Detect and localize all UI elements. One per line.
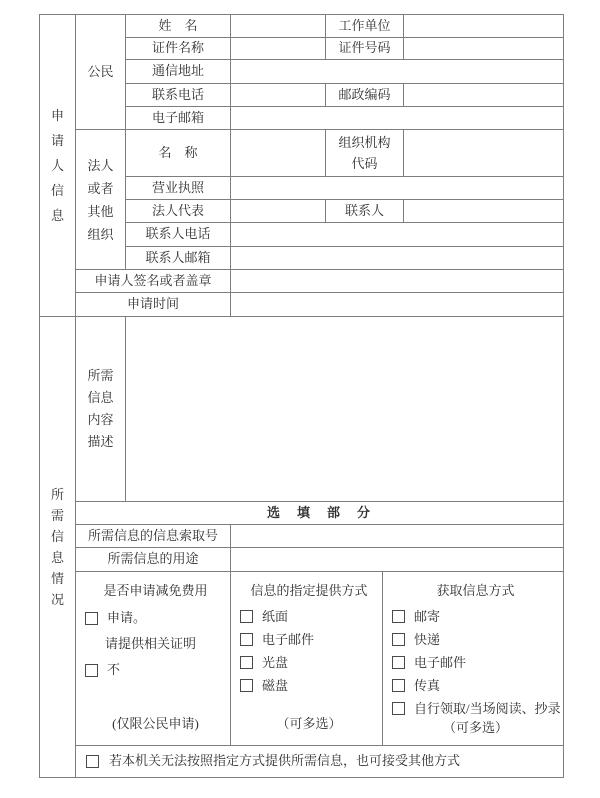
label-work-unit: 工作单位 xyxy=(326,15,404,38)
label-content-description-text: 所需信息内容描述 xyxy=(87,368,114,449)
input-id-number[interactable] xyxy=(404,38,564,60)
obtain-footnote: （可多选） xyxy=(443,720,509,736)
label-legal-rep: 法人代表 xyxy=(126,200,231,223)
provision-option-cd[interactable] xyxy=(240,651,378,674)
input-org-code[interactable] xyxy=(404,130,564,177)
fee-apply-note xyxy=(85,631,226,657)
obtain-option-express-label: 快递 xyxy=(414,631,441,647)
checkbox-apply[interactable] xyxy=(85,612,98,625)
checkbox-mail[interactable] xyxy=(392,610,405,623)
fee-option-apply[interactable] xyxy=(85,605,226,631)
provision-option-cd-label: 光盘 xyxy=(262,654,289,670)
obtain-option-fax[interactable] xyxy=(392,674,559,697)
provision-option-disk[interactable] xyxy=(240,674,378,697)
label-contact: 联系人 xyxy=(326,200,404,223)
fallback-note-label: 若本机关无法按照指定方式提供所需信息，也可接受其他方式 xyxy=(109,753,461,769)
obtain-option-self-pickup[interactable] xyxy=(392,697,559,720)
label-signature: 申请人签名或者盖章 xyxy=(76,270,231,293)
obtain-option-mail[interactable] xyxy=(392,605,559,628)
checkbox-paper[interactable] xyxy=(240,610,253,623)
input-apply-time[interactable] xyxy=(231,293,564,317)
provision-option-email[interactable] xyxy=(240,628,378,651)
checkbox-fax[interactable] xyxy=(392,679,405,692)
fee-option-no[interactable] xyxy=(85,657,226,683)
provision-option-paper-label: 纸面 xyxy=(262,608,289,624)
fee-apply-note-label: 请提供相关证明 xyxy=(105,636,197,652)
label-license: 营业执照 xyxy=(126,177,231,200)
label-org-code xyxy=(326,130,404,177)
obtain-option-self-pickup-label: 自行领取/当场阅读、抄录 xyxy=(414,700,561,716)
group-label-organization-text: 法人或者其他组织 xyxy=(87,157,114,242)
optional-section-header: 选 填 部 分 xyxy=(76,502,564,525)
label-id-type: 证件名称 xyxy=(126,38,231,60)
input-signature[interactable] xyxy=(231,270,564,293)
obtain-option-email-label: 电子邮件 xyxy=(414,654,467,670)
input-purpose[interactable] xyxy=(231,548,564,572)
group-label-citizen-text: 公民 xyxy=(87,63,114,79)
fee-option-no-label: 不 xyxy=(107,662,121,678)
provision-footnote: （可多选） xyxy=(276,715,342,731)
label-apply-time: 申请时间 xyxy=(76,293,231,317)
checkbox-no[interactable] xyxy=(85,664,98,677)
provision-option-paper[interactable] xyxy=(240,605,378,628)
section-label-applicant-info xyxy=(40,15,76,317)
label-email: 电子邮箱 xyxy=(126,107,231,130)
label-postcode: 邮政编码 xyxy=(326,84,404,107)
label-purpose: 所需信息的用途 xyxy=(76,548,231,572)
application-form-table xyxy=(39,14,564,778)
input-address[interactable] xyxy=(231,60,564,84)
checkbox-express[interactable] xyxy=(392,633,405,646)
section-label-required-info-text: 所需信息情况 xyxy=(50,487,64,607)
fallback-note-row xyxy=(76,746,564,778)
checkbox-disk[interactable] xyxy=(240,679,253,692)
input-content-description[interactable] xyxy=(126,317,564,502)
provision-option-email-label: 电子邮件 xyxy=(262,631,315,647)
section-label-applicant-info-text: 申请人信息 xyxy=(50,108,64,223)
input-phone[interactable] xyxy=(231,84,326,107)
checkbox-accept-other[interactable] xyxy=(86,755,99,768)
label-id-number: 证件号码 xyxy=(326,38,404,60)
fee-footnote: (仅限公民申请) xyxy=(112,715,199,731)
input-email[interactable] xyxy=(231,107,564,130)
provision-method-block xyxy=(231,572,383,746)
fee-option-apply-label: 申请。 xyxy=(107,610,147,626)
input-org-name[interactable] xyxy=(231,130,326,177)
obtain-option-express[interactable] xyxy=(392,628,559,651)
label-address: 通信地址 xyxy=(126,60,231,84)
checkbox-email-obtain[interactable] xyxy=(392,656,405,669)
label-index-number: 所需信息的信息索取号 xyxy=(76,525,231,548)
checkbox-email-provision[interactable] xyxy=(240,633,253,646)
fallback-note[interactable] xyxy=(76,753,563,769)
input-license[interactable] xyxy=(231,177,564,200)
label-contact-email: 联系人邮箱 xyxy=(126,247,231,270)
label-org-name: 名 称 xyxy=(126,130,231,177)
obtain-option-mail-label: 邮寄 xyxy=(414,608,441,624)
fee-waiver-block xyxy=(76,572,231,746)
obtain-method-title: 获取信息方式 xyxy=(436,583,515,598)
input-postcode[interactable] xyxy=(404,84,564,107)
input-id-type[interactable] xyxy=(231,38,326,60)
label-org-code-text: 组织机构代码 xyxy=(338,135,391,171)
provision-method-title: 信息的指定提供方式 xyxy=(250,583,368,598)
group-label-organization xyxy=(76,130,126,270)
obtain-option-email[interactable] xyxy=(392,651,559,674)
checkbox-self-pickup[interactable] xyxy=(392,702,405,715)
section-label-required-info xyxy=(40,317,76,778)
group-label-citizen xyxy=(76,15,126,130)
input-contact-phone[interactable] xyxy=(231,223,564,247)
obtain-method-block xyxy=(383,572,564,746)
input-legal-rep[interactable] xyxy=(231,200,326,223)
checkbox-cd[interactable] xyxy=(240,656,253,669)
input-contact[interactable] xyxy=(404,200,564,223)
label-phone: 联系电话 xyxy=(126,84,231,107)
obtain-option-fax-label: 传真 xyxy=(414,677,441,693)
input-name[interactable] xyxy=(231,15,326,38)
input-contact-email[interactable] xyxy=(231,247,564,270)
label-content-description xyxy=(76,317,126,502)
provision-option-disk-label: 磁盘 xyxy=(262,677,289,693)
label-name: 姓 名 xyxy=(126,15,231,38)
label-contact-phone: 联系人电话 xyxy=(126,223,231,247)
input-index-number[interactable] xyxy=(231,525,564,548)
input-work-unit[interactable] xyxy=(404,15,564,38)
fee-waiver-title: 是否申请减免费用 xyxy=(103,583,208,598)
